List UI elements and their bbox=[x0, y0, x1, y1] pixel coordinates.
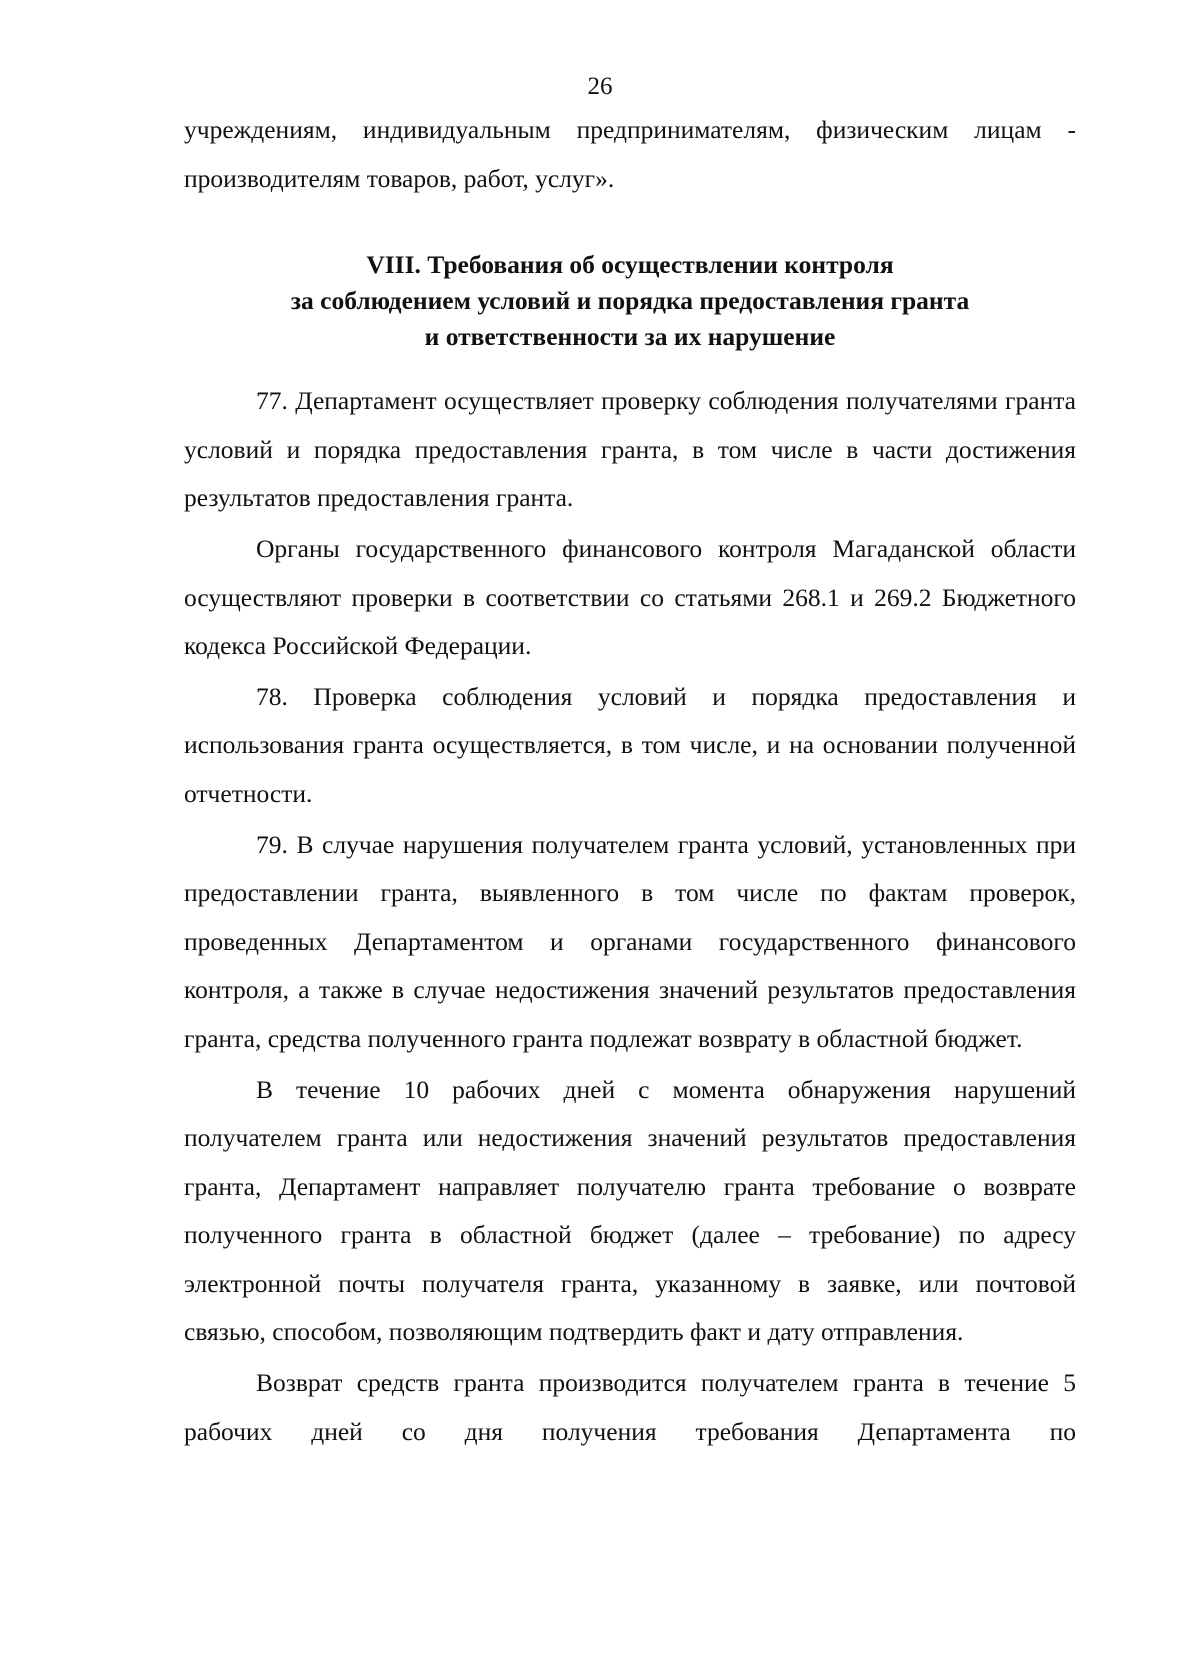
section-heading-line-2: за соблюдением условий и порядка предоставления гранта bbox=[290, 286, 970, 316]
paragraph-78: 78. Проверка соблюдения условий и порядка предоставления и использования гранта осуществляется, в том числе, и на основании полученной отчетности. bbox=[184, 681, 1076, 808]
section-heading-line-1: VIII. Требования об осуществлении контроля bbox=[366, 250, 894, 280]
paragraph-77: 77. Департамент осуществляет проверку соблюдения получателями гранта условий и порядка предоставления гранта, в том числе в части достижения результатов предоставления гранта. bbox=[184, 386, 1076, 513]
section-heading bbox=[184, 247, 1076, 355]
paragraph-continuation: учреждениям, индивидуальным предпринимателям, физическим лицам - производителям товаров, работ, услуг». bbox=[184, 115, 1076, 193]
paragraph-79: 79. В случае нарушения получателем гранта условий, установленных при предоставлении гранта, выявленного в том числе по фактам проверок, проведенных Департаментом и органами государственного финансового контроля, а также в случае недостижения значений результатов предоставления гранта, средства полученного гранта подлежат возврату в областной бюджет. bbox=[184, 829, 1076, 1053]
paragraph-79-refund-requirement: В течение 10 рабочих дней с момента обнаружения нарушений получателем гранта или недостижения значений результатов предоставления гранта, Департамент направляет получателю гранта требование о возврате полученного гранта в областной бюджет (далее – требование) по адресу электронной почты получателя гранта, указанному в заявке, или почтовой связью, способом, позволяющим подтвердить факт и дату отправления. bbox=[184, 1074, 1076, 1347]
document-body bbox=[184, 106, 1076, 1458]
paragraph-77-control-bodies: Органы государственного финансового контроля Магаданской области осуществляют проверки в соответствии со статьями 268.1 и 269.2 Бюджетного кодекса Российской Федерации. bbox=[184, 533, 1076, 661]
page-number: 26 bbox=[587, 73, 613, 100]
section-heading-line-3: и ответственности за их нарушение bbox=[424, 322, 836, 352]
paragraph-79-refund-term: Возврат средств гранта производится получателем гранта в течение 5 рабочих дней со дня получения требования Департамента по bbox=[184, 1368, 1076, 1446]
